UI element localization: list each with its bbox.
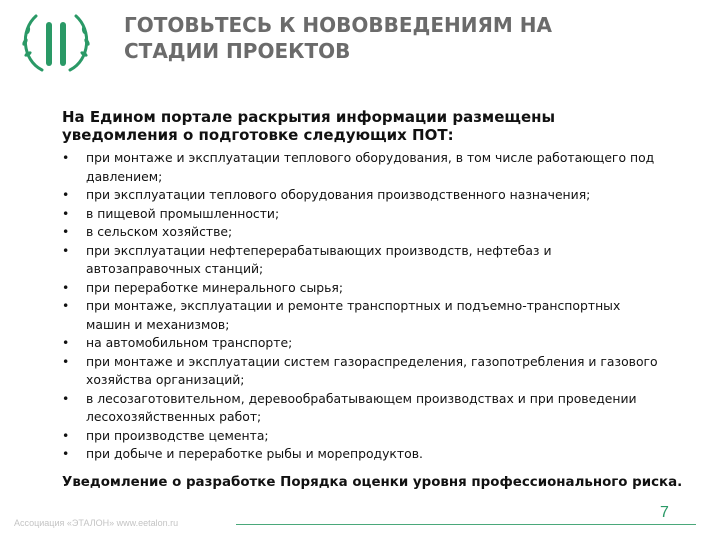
bullet-icon: • [62, 224, 70, 239]
list-item-text: в лесозаготовительном, деревообрабатывающем производствах и при проведении [86, 390, 637, 406]
pot-list [62, 149, 702, 464]
list-item [62, 334, 702, 353]
list-item-text: при производстве цемента; [86, 427, 269, 443]
list-item-text: при переработке минерального сырья; [86, 279, 344, 295]
lead-line-1: На Едином портале раскрытия информации размещены [62, 108, 556, 126]
list-item [62, 149, 702, 186]
bullet-icon: • [62, 298, 70, 313]
list-item-text-cont: лесохозяйственных работ; [86, 409, 262, 424]
list-item [62, 353, 702, 390]
list-item-text-cont: автозаправочных станций; [86, 261, 264, 276]
list-item [62, 242, 702, 279]
list-item-text-cont: хозяйства организаций; [86, 372, 245, 387]
bullet-icon: • [62, 279, 70, 295]
page-number: 7 [660, 504, 669, 521]
association-footer: Ассоциация «ЭТАЛОН» www.eetalon.ru [14, 518, 179, 528]
lead-paragraph [62, 108, 702, 144]
list-item-text: при эксплуатации нефтеперерабатывающих производств, нефтебаз и [86, 242, 552, 258]
title-line-1: ГОТОВЬТЕСЬ К НОВОВВЕДЕНИЯМ НА [124, 13, 552, 37]
list-item [62, 297, 702, 334]
bullet-icon: • [62, 335, 70, 350]
wreath-logo-icon [14, 8, 98, 80]
list-item-text: при монтаже, эксплуатации и ремонте транспортных и подъемно-транспортных [86, 298, 621, 313]
bullet-icon: • [62, 446, 70, 461]
list-item-text: в пищевой промышленности; [86, 205, 280, 221]
list-item [62, 223, 702, 242]
bullet-icon: • [62, 150, 70, 165]
bullet-icon: • [62, 390, 70, 406]
list-item-text-cont: давлением; [86, 168, 163, 184]
bullet-icon: • [62, 242, 70, 258]
list-item [62, 186, 702, 205]
slide-title [124, 12, 684, 64]
risk-assessment-note: Уведомление о разработке Порядка оценки уровня профессионального риска. [62, 475, 683, 490]
list-item-text: при монтаже и эксплуатации теплового оборудования, в том числе работающего под [86, 150, 655, 165]
lead-line-2: уведомления о подготовке следующих ПОТ: [62, 126, 454, 144]
list-item-text-cont: машин и механизмов; [86, 316, 230, 332]
list-item [62, 205, 702, 224]
footer-divider [236, 524, 696, 525]
list-item-text: на автомобильном транспорте; [86, 335, 293, 350]
list-item [62, 390, 702, 427]
bullet-icon: • [62, 205, 70, 221]
bullet-icon: • [62, 353, 70, 369]
title-line-2: СТАДИИ ПРОЕКТОВ [124, 39, 351, 63]
bullet-icon: • [62, 187, 70, 202]
list-item-text: при добыче и переработке рыбы и морепродуктов. [86, 446, 423, 461]
list-item [62, 427, 702, 446]
association-logo [14, 8, 98, 80]
list-item [62, 279, 702, 298]
list-item-text: при эксплуатации теплового оборудования производственного назначения; [86, 187, 591, 202]
bullet-icon: • [62, 427, 70, 443]
list-item [62, 445, 702, 464]
list-item-text: при монтаже и эксплуатации систем газораспределения, газопотребления и газового [86, 353, 658, 369]
list-item-text: в сельском хозяйстве; [86, 224, 233, 239]
